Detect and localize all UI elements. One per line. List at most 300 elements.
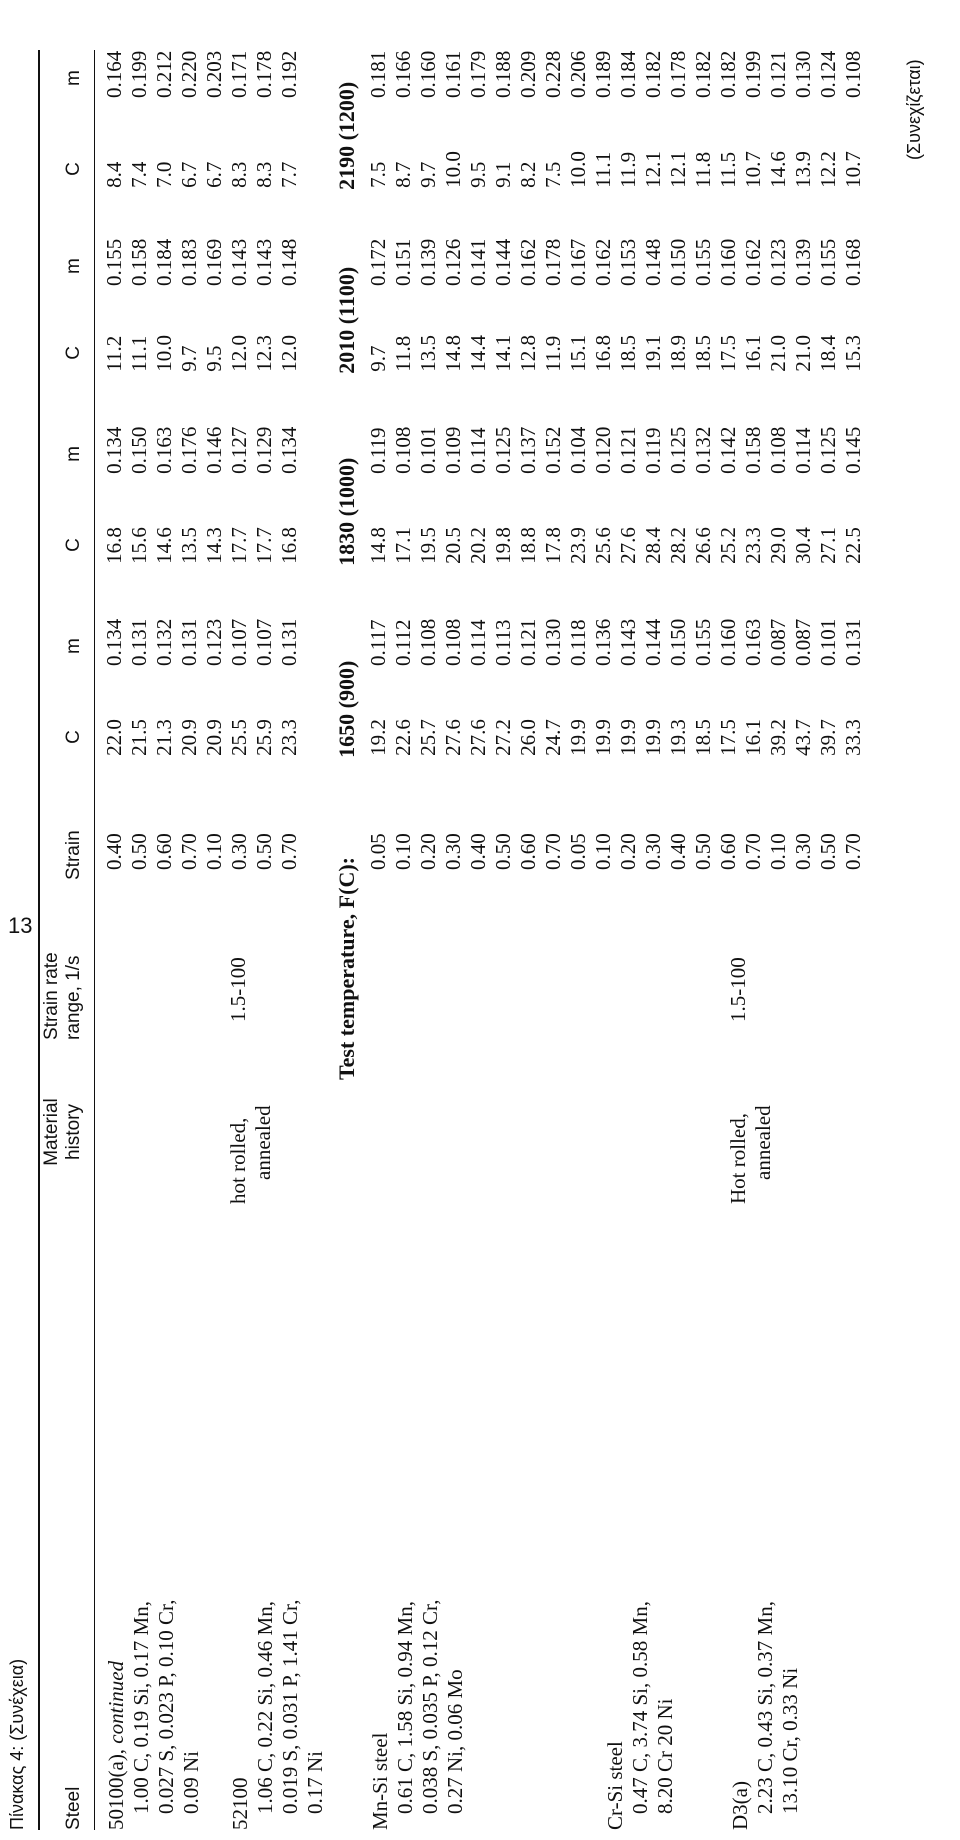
m-value-cell: 0.131 [177,618,201,666]
m-value-cell: 0.192 [277,50,301,98]
c-value-cell: 9.5 [466,161,490,188]
history-52100-1: hot rolled, [226,1117,250,1204]
m-value-cell: 0.124 [816,50,840,98]
c-value-cell: 12.2 [816,151,840,188]
m-value-cell: 0.143 [616,618,640,666]
c-value-cell: 18.8 [516,527,540,564]
c-value-cell: 6.7 [202,161,226,188]
c-value-cell: 24.7 [541,719,565,756]
m-value-cell: 0.160 [416,50,440,98]
c-value-cell: 14.8 [366,527,390,564]
m-value-cell: 0.120 [591,426,615,474]
header-rule [94,50,95,1830]
c-value-cell: 9.1 [491,161,515,188]
c-value-cell: 26.6 [691,527,715,564]
m-value-cell: 0.119 [641,427,665,474]
m-value-cell: 0.150 [127,426,151,474]
strain-cell: 0.50 [491,833,515,870]
m-value-cell: 0.087 [791,618,815,666]
c-value-cell: 43.7 [791,719,815,756]
steel-composition-line: 0.027 S, 0.023 P, 0.10 Cr, [154,1599,178,1814]
steel-composition-line: 0.038 S, 0.035 P, 0.12 Cr, [418,1599,442,1814]
strain-cell: 0.30 [441,833,465,870]
strain-cell: 0.70 [741,833,765,870]
steel-composition-line: 13.10 Cr, 0.33 Ni [778,1667,802,1814]
c-value-cell: 9.5 [202,345,226,372]
strain-cell: 0.30 [641,833,665,870]
m-value-cell: 0.161 [441,50,465,98]
c-value-cell: 15.6 [127,527,151,564]
c-value-cell: 19.9 [566,719,590,756]
c-value-cell: 19.8 [491,527,515,564]
header-strain: Strain [63,830,84,880]
c-value-cell: 14.8 [441,335,465,372]
m-value-cell: 0.188 [491,50,515,98]
m-value-cell: 0.162 [741,238,765,286]
c-value-cell: 17.5 [716,335,740,372]
c-value-cell: 23.3 [741,527,765,564]
header-m-5: m [63,258,84,274]
c-value-cell: 19.1 [641,335,665,372]
m-value-cell: 0.134 [102,426,126,474]
m-value-cell: 0.148 [277,238,301,286]
c-value-cell: 15.3 [841,335,865,372]
m-value-cell: 0.168 [841,238,865,286]
m-value-cell: 0.125 [666,426,690,474]
m-value-cell: 0.108 [391,426,415,474]
history-d3-1: Hot rolled, [726,1113,750,1204]
m-value-cell: 0.163 [741,618,765,666]
steel-block [728,1601,803,1830]
c-value-cell: 39.7 [816,719,840,756]
m-value-cell: 0.158 [741,426,765,474]
c-value-cell: 16.1 [741,335,765,372]
header-c-6: C [63,162,84,176]
c-value-cell: 23.9 [566,527,590,564]
m-value-cell: 0.132 [152,618,176,666]
m-value-cell: 0.182 [641,50,665,98]
m-value-cell: 0.162 [516,238,540,286]
c-value-cell: 16.8 [591,335,615,372]
header-history-2: history [63,1104,84,1160]
c-value-cell: 12.1 [666,151,690,188]
m-value-cell: 0.121 [516,618,540,666]
m-value-cell: 0.121 [766,50,790,98]
steel-composition-line: 1.00 C, 0.19 Si, 0.17 Mn, [129,1601,153,1814]
steel-block [228,1600,328,1830]
m-value-cell: 0.155 [691,618,715,666]
c-value-cell: 25.2 [716,527,740,564]
c-value-cell: 19.2 [366,719,390,756]
c-value-cell: 12.1 [641,151,665,188]
rate-52100: 1.5-100 [226,957,250,1022]
m-value-cell: 0.220 [177,50,201,98]
m-value-cell: 0.143 [227,238,251,286]
strain-cell: 0.10 [391,833,415,870]
c-value-cell: 22.0 [102,719,126,756]
c-value-cell: 11.2 [102,335,126,372]
m-value-cell: 0.169 [202,238,226,286]
c-value-cell: 12.3 [252,335,276,372]
c-value-cell: 11.9 [616,151,640,188]
c-value-cell: 20.9 [177,719,201,756]
c-value-cell: 12.8 [516,335,540,372]
c-value-cell: 25.9 [252,719,276,756]
c-value-cell: 11.9 [541,335,565,372]
m-value-cell: 0.117 [366,619,390,666]
m-value-cell: 0.113 [491,619,515,666]
c-value-cell: 18.5 [691,719,715,756]
c-value-cell: 19.9 [641,719,665,756]
c-value-cell: 8.2 [516,161,540,188]
c-value-cell: 21.0 [766,335,790,372]
m-value-cell: 0.209 [516,50,540,98]
m-value-cell: 0.155 [102,238,126,286]
m-value-cell: 0.139 [416,238,440,286]
c-value-cell: 11.5 [716,151,740,188]
c-value-cell: 12.0 [277,335,301,372]
m-value-cell: 0.137 [516,426,540,474]
m-value-cell: 0.181 [366,50,390,98]
c-value-cell: 7.5 [541,161,565,188]
test-temperature-label: Test temperature, F(C): [334,857,359,1080]
c-value-cell: 8.3 [227,161,251,188]
m-value-cell: 0.143 [252,238,276,286]
steel-composition-line: 1.06 C, 0.22 Si, 0.46 Mn, [253,1601,277,1814]
c-value-cell: 11.1 [591,151,615,188]
m-value-cell: 0.104 [566,426,590,474]
c-value-cell: 27.2 [491,719,515,756]
c-value-cell: 13.5 [177,527,201,564]
steel-composition-line: 0.61 C, 1.58 Si, 0.94 Mn, [393,1601,417,1814]
c-value-cell: 27.6 [616,527,640,564]
c-value-cell: 17.5 [716,719,740,756]
steel-block [104,1600,204,1830]
c-value-cell: 30.4 [791,527,815,564]
m-value-cell: 0.119 [366,427,390,474]
m-value-cell: 0.132 [691,426,715,474]
table-caption: Πίνακας 4: (Συνέχεια) [7,1658,27,1830]
m-value-cell: 0.123 [202,618,226,666]
m-value-cell: 0.125 [491,426,515,474]
m-value-cell: 0.134 [102,618,126,666]
strain-cell: 0.40 [466,833,490,870]
c-value-cell: 7.0 [152,161,176,188]
test-temperature-1: 1830 (1000) [334,457,359,566]
c-value-cell: 25.7 [416,719,440,756]
strain-cell: 0.60 [516,833,540,870]
steel-composition-line: 2.23 C, 0.43 Si, 0.37 Mn, [753,1601,777,1814]
m-value-cell: 0.125 [816,426,840,474]
c-value-cell: 11.8 [691,151,715,188]
c-value-cell: 14.4 [466,335,490,372]
m-value-cell: 0.184 [152,238,176,286]
c-value-cell: 26.0 [516,719,540,756]
steel-composition-line: 0.09 Ni [179,1751,203,1814]
m-value-cell: 0.144 [641,618,665,666]
m-value-cell: 0.153 [616,238,640,286]
header-c-4: C [63,346,84,360]
m-value-cell: 0.206 [566,50,590,98]
steel-composition-line: 0.019 S, 0.031 P, 1.41 Cr, [278,1599,302,1814]
strain-cell: 0.70 [177,833,201,870]
m-value-cell: 0.108 [841,50,865,98]
strain-cell: 0.05 [566,833,590,870]
c-value-cell: 17.7 [252,527,276,564]
c-value-cell: 10.7 [741,151,765,188]
c-value-cell: 13.5 [416,335,440,372]
header-m-3: m [63,446,84,462]
strain-cell: 0.50 [691,833,715,870]
c-value-cell: 28.4 [641,527,665,564]
c-value-cell: 25.5 [227,719,251,756]
rate-d3: 1.5-100 [726,957,750,1022]
c-value-cell: 7.4 [127,161,151,188]
c-value-cell: 27.6 [466,719,490,756]
strain-cell: 0.50 [816,833,840,870]
m-value-cell: 0.164 [102,50,126,98]
m-value-cell: 0.101 [416,426,440,474]
m-value-cell: 0.158 [127,238,151,286]
strain-cell: 0.10 [202,833,226,870]
c-value-cell: 16.1 [741,719,765,756]
header-c-0: C [63,730,84,744]
m-value-cell: 0.163 [152,426,176,474]
steel-composition-line: 8.20 Cr 20 Ni [653,1698,677,1814]
m-value-cell: 0.167 [566,238,590,286]
page-number: 13 [8,913,33,938]
strain-cell: 0.50 [127,833,151,870]
c-value-cell: 14.1 [491,335,515,372]
strain-cell: 0.50 [252,833,276,870]
m-value-cell: 0.150 [666,238,690,286]
m-value-cell: 0.172 [366,238,390,286]
c-value-cell: 17.8 [541,527,565,564]
strain-cell: 0.40 [102,833,126,870]
m-value-cell: 0.151 [391,238,415,286]
c-value-cell: 22.5 [841,527,865,564]
m-value-cell: 0.189 [591,50,615,98]
m-value-cell: 0.184 [616,50,640,98]
strain-cell: 0.40 [666,833,690,870]
m-value-cell: 0.112 [391,619,415,666]
m-value-cell: 0.160 [716,618,740,666]
c-value-cell: 8.7 [391,161,415,188]
m-value-cell: 0.182 [716,50,740,98]
strain-cell: 0.20 [616,833,640,870]
c-value-cell: 19.9 [591,719,615,756]
m-value-cell: 0.179 [466,50,490,98]
history-d3-2: annealed [751,1105,775,1180]
header-c-2: C [63,538,84,552]
c-value-cell: 7.5 [366,161,390,188]
c-value-cell: 15.1 [566,335,590,372]
m-value-cell: 0.199 [741,50,765,98]
c-value-cell: 18.9 [666,335,690,372]
c-value-cell: 8.3 [252,161,276,188]
continued-note: (Συνεχίζεται) [904,59,924,160]
m-value-cell: 0.130 [791,50,815,98]
m-value-cell: 0.146 [202,426,226,474]
c-value-cell: 33.3 [841,719,865,756]
c-value-cell: 8.4 [102,161,126,188]
strain-cell: 0.60 [716,833,740,870]
m-value-cell: 0.176 [177,426,201,474]
m-value-cell: 0.114 [466,619,490,666]
steel-composition-line: 0.47 C, 3.74 Si, 0.58 Mn, [628,1601,652,1814]
m-value-cell: 0.178 [666,50,690,98]
m-value-cell: 0.131 [841,618,865,666]
m-value-cell: 0.139 [791,238,815,286]
header-rate-2: range, 1/s [63,955,84,1040]
test-temperature-2: 2010 (1100) [334,266,359,374]
c-value-cell: 11.8 [391,335,415,372]
c-value-cell: 21.5 [127,719,151,756]
history-52100-2: annealed [251,1105,275,1180]
c-value-cell: 20.9 [202,719,226,756]
m-value-cell: 0.123 [766,238,790,286]
c-value-cell: 27.1 [816,527,840,564]
m-value-cell: 0.114 [466,427,490,474]
m-value-cell: 0.144 [491,238,515,286]
steel-block [603,1601,678,1830]
c-value-cell: 21.3 [152,719,176,756]
strain-cell: 0.30 [791,833,815,870]
c-value-cell: 14.6 [152,527,176,564]
c-value-cell: 11.1 [127,335,151,372]
c-value-cell: 18.5 [691,335,715,372]
rotated-table-page [0,40,940,1840]
strain-cell: 0.20 [416,833,440,870]
m-value-cell: 0.212 [152,50,176,98]
m-value-cell: 0.199 [127,50,151,98]
strain-cell: 0.70 [841,833,865,870]
m-value-cell: 0.087 [766,618,790,666]
strain-cell: 0.70 [277,833,301,870]
strain-cell: 0.60 [152,833,176,870]
test-temperature-0: 1650 (900) [334,660,359,758]
steel-composition-line: 0.17 Ni [303,1751,327,1814]
c-value-cell: 19.9 [616,719,640,756]
c-value-cell: 6.7 [177,161,201,188]
c-value-cell: 14.3 [202,527,226,564]
header-steel: Steel [63,1786,84,1830]
m-value-cell: 0.108 [766,426,790,474]
steel-name: 50100(a), continued [104,1660,128,1830]
m-value-cell: 0.160 [716,238,740,286]
m-value-cell: 0.127 [227,426,251,474]
m-value-cell: 0.141 [466,238,490,286]
c-value-cell: 20.2 [466,527,490,564]
top-rule [38,50,40,1830]
c-value-cell: 22.6 [391,719,415,756]
m-value-cell: 0.155 [816,238,840,286]
c-value-cell: 18.5 [616,335,640,372]
m-value-cell: 0.109 [441,426,465,474]
steel-block [368,1600,468,1830]
m-value-cell: 0.155 [691,238,715,286]
c-value-cell: 19.3 [666,719,690,756]
c-value-cell: 17.7 [227,527,251,564]
strain-cell: 0.10 [591,833,615,870]
m-value-cell: 0.126 [441,238,465,286]
c-value-cell: 20.5 [441,527,465,564]
c-value-cell: 19.5 [416,527,440,564]
header-m-7: m [63,70,84,86]
m-value-cell: 0.171 [227,50,251,98]
m-value-cell: 0.130 [541,618,565,666]
m-value-cell: 0.203 [202,50,226,98]
c-value-cell: 29.0 [766,527,790,564]
c-value-cell: 27.6 [441,719,465,756]
m-value-cell: 0.148 [641,238,665,286]
c-value-cell: 10.0 [441,151,465,188]
c-value-cell: 23.3 [277,719,301,756]
steel-name: 52100 [228,1777,252,1830]
header-rate-1: Strain rate [41,952,62,1040]
c-value-cell: 39.2 [766,719,790,756]
c-value-cell: 25.6 [591,527,615,564]
m-value-cell: 0.131 [277,618,301,666]
c-value-cell: 18.4 [816,335,840,372]
m-value-cell: 0.183 [177,238,201,286]
steel-name: Cr-Si steel [603,1741,627,1830]
m-value-cell: 0.162 [591,238,615,286]
m-value-cell: 0.114 [791,427,815,474]
c-value-cell: 16.8 [102,527,126,564]
m-value-cell: 0.108 [441,618,465,666]
m-value-cell: 0.136 [591,618,615,666]
c-value-cell: 9.7 [416,161,440,188]
c-value-cell: 10.0 [152,335,176,372]
test-temperature-3: 2190 (1200) [334,81,359,190]
c-value-cell: 10.7 [841,151,865,188]
m-value-cell: 0.152 [541,426,565,474]
strain-cell: 0.10 [766,833,790,870]
c-value-cell: 21.0 [791,335,815,372]
c-value-cell: 14.6 [766,151,790,188]
strain-cell: 0.05 [366,833,390,870]
c-value-cell: 7.7 [277,161,301,188]
c-value-cell: 9.7 [177,345,201,372]
m-value-cell: 0.166 [391,50,415,98]
strain-cell: 0.70 [541,833,565,870]
c-value-cell: 9.7 [366,345,390,372]
c-value-cell: 16.8 [277,527,301,564]
c-value-cell: 13.9 [791,151,815,188]
m-value-cell: 0.142 [716,426,740,474]
m-value-cell: 0.129 [252,426,276,474]
m-value-cell: 0.228 [541,50,565,98]
header-history-1: Material [41,1098,62,1166]
m-value-cell: 0.145 [841,426,865,474]
c-value-cell: 17.1 [391,527,415,564]
strain-cell: 0.30 [227,833,251,870]
m-value-cell: 0.101 [816,618,840,666]
header-m-1: m [63,638,84,654]
m-value-cell: 0.107 [227,618,251,666]
m-value-cell: 0.108 [416,618,440,666]
m-value-cell: 0.178 [252,50,276,98]
c-value-cell: 12.0 [227,335,251,372]
steel-name: D3(a) [728,1781,752,1830]
m-value-cell: 0.178 [541,238,565,286]
m-value-cell: 0.107 [252,618,276,666]
steel-composition-line: 0.27 Ni, 0.06 Mo [443,1669,467,1814]
m-value-cell: 0.118 [566,619,590,666]
steel-name: Mn-Si steel [368,1732,392,1830]
m-value-cell: 0.182 [691,50,715,98]
